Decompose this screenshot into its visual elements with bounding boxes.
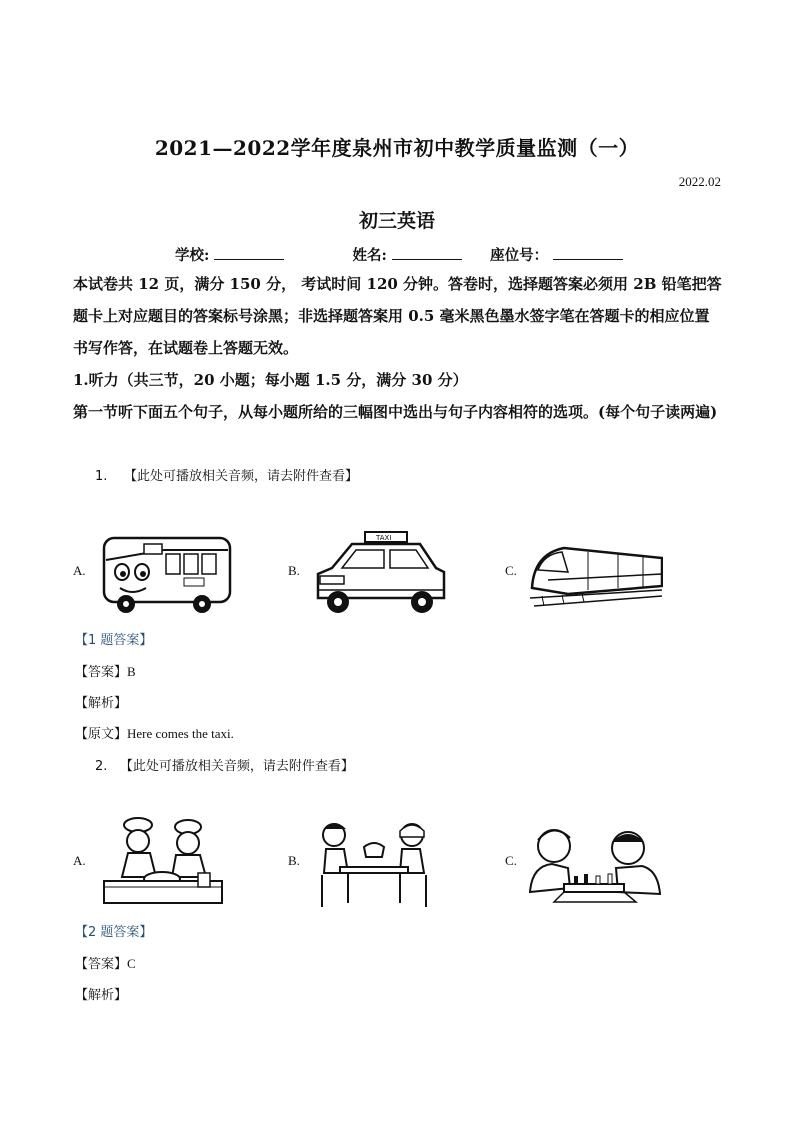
original-label: 【原文】 (75, 727, 128, 742)
option-a-label: A. (73, 853, 86, 868)
question-number: 1. (95, 469, 108, 484)
answer-value: B (127, 664, 136, 679)
q1-answer-line (75, 661, 136, 680)
tea-party-image[interactable] (316, 815, 432, 911)
q2-answer-heading: 【2 题答案】 (75, 925, 153, 940)
school-blank[interactable] (214, 245, 284, 260)
instructions-text: 本试卷共 12 页，满分 150 分， 考试时间 120 分钟。答卷时，选择题答案必须用 2B 铅笔把答题卡上对应题目的答案标号涂黑；非选择题答案用 0.5 毫米黑色墨水签字笔在答题卡的相应位置书写作答，在试题卷上答题无效。 (73, 275, 722, 357)
q2-analysis-label: 【解析】 (75, 988, 128, 1003)
option-b-label: B. (288, 853, 300, 868)
student-info-fields (175, 244, 623, 265)
name-label: 姓名: (352, 247, 387, 264)
bus-image[interactable] (94, 530, 234, 615)
taxi-image[interactable] (310, 528, 450, 620)
q1-analysis-label: 【解析】 (75, 696, 128, 711)
svg-text:TAXI: TAXI (376, 534, 392, 542)
audio-link[interactable]: 【此处可播放相关音频，请去附件查看】 (123, 469, 358, 484)
option-a-label: A. (73, 563, 86, 578)
audio-link[interactable]: 【此处可播放相关音频，请去附件查看】 (119, 759, 354, 774)
original-text: Here comes the taxi. (127, 726, 234, 741)
name-blank[interactable] (392, 245, 462, 260)
option-c-label: C. (505, 563, 517, 578)
answer-label: 【答案】 (75, 665, 128, 680)
q1-original-line (75, 723, 234, 742)
seat-blank[interactable] (553, 245, 623, 260)
option-b-label: B. (288, 563, 300, 578)
part1-instructions: 第一节听下面五个句子，从每小题所给的三幅图中选出与句子内容相符的选项。(每个句子读两遍) (73, 403, 718, 421)
school-label: 学校: (175, 247, 210, 264)
option-c-label: C. (505, 853, 517, 868)
train-image[interactable] (528, 540, 663, 614)
answer-label: 【答案】 (75, 957, 128, 972)
seat-label: 座位号： (490, 247, 549, 264)
subject-title: 初三英语 (358, 210, 435, 232)
exam-date: 2022.02 (678, 174, 721, 189)
question-2 (95, 755, 354, 774)
question-1 (95, 465, 358, 484)
chess-image[interactable] (524, 822, 664, 906)
section-heading: 1.听力（共三节，20 小题；每小题 1.5 分，满分 30 分） (73, 371, 468, 389)
q2-answer-line (75, 953, 136, 972)
q1-answer-heading: 【1 题答案】 (75, 633, 153, 648)
page-title: 2021—2022学年度泉州市初中教学质量监测（一） (154, 136, 640, 160)
answer-value: C (127, 956, 136, 971)
cooking-image[interactable] (100, 815, 225, 907)
question-number: 2. (95, 759, 108, 774)
